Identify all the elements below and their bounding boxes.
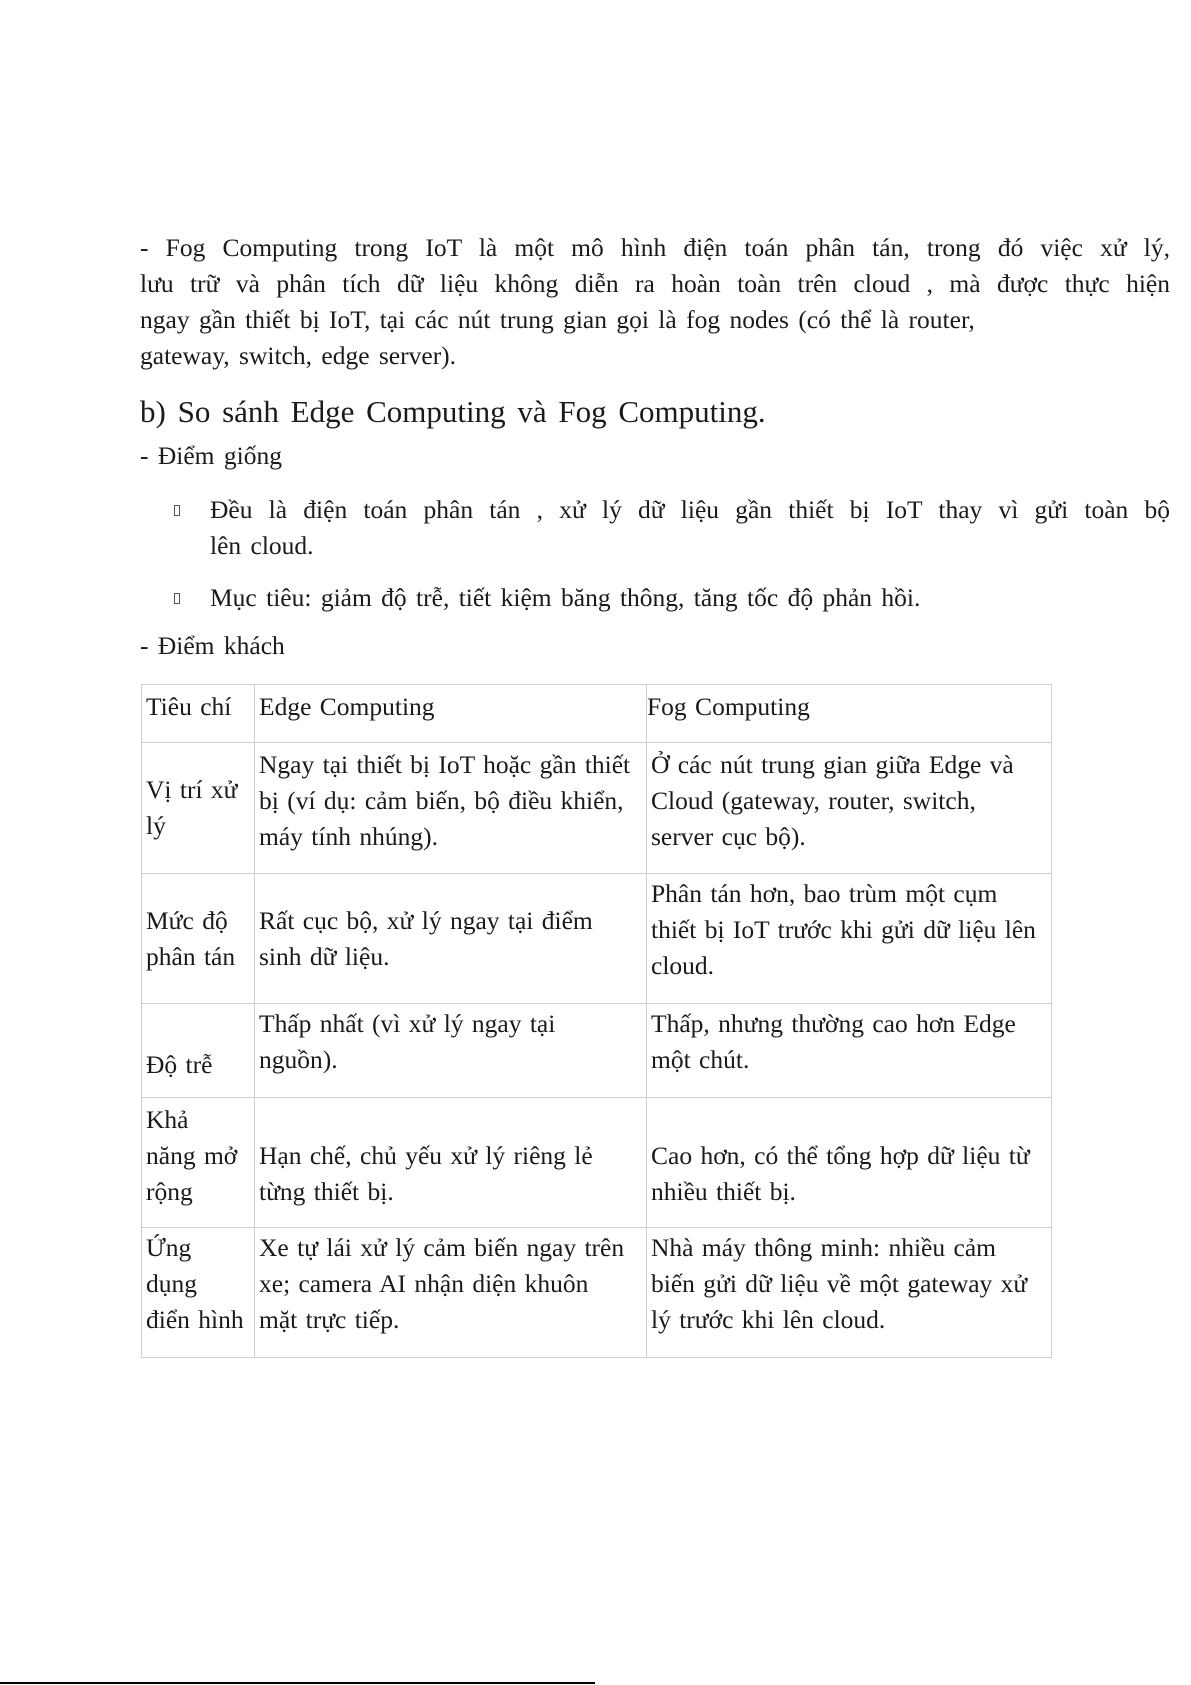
comparison-table <box>141 684 1052 1358</box>
fog-cell: Nhà máy thông minh: nhiều cảm biến gửi dữ liệu về một gateway xử lý trước khi lên cloud. <box>647 1228 1052 1358</box>
criterion-cell: Khả năng mở rộng <box>142 1098 255 1228</box>
table-row <box>142 1098 1052 1228</box>
fog-cell: Phân tán hơn, bao trùm một cụm thiết bị IoT trước khi gửi dữ liệu lên cloud. <box>647 874 1052 1004</box>
bullet-line: Mục tiêu: giảm độ trễ, tiết kiệm băng thông, tăng tốc độ phản hồi. <box>210 583 921 612</box>
fog-cell: Thấp, nhưng thường cao hơn Edge một chút. <box>647 1004 1052 1098</box>
criterion-cell: Vị trí xử lý <box>142 743 255 874</box>
table-header-row <box>142 685 1052 743</box>
edge-cell: Hạn chế, chủ yếu xử lý riêng lẻ từng thiết bị. <box>255 1098 647 1228</box>
intro-line: ngay gần thiết bị IoT, tại các nút trung gian gọi là fog nodes (có thể là router, <box>140 305 975 334</box>
bullet-line: Đều là điện toán phân tán , xử lý dữ liệu gần thiết bị IoT thay vì gửi toàn bộ <box>210 495 1170 524</box>
intro-paragraph <box>140 230 1170 374</box>
fog-cell: Ở các nút trung gian giữa Edge và Cloud (gateway, router, switch, server cục bộ). <box>647 743 1052 874</box>
bullet-marker-icon <box>174 505 180 516</box>
table-row <box>142 1228 1052 1358</box>
footnote-separator <box>0 1682 595 1684</box>
bullet-text <box>210 492 1170 564</box>
table-row <box>142 743 1052 874</box>
edge-cell: Xe tự lái xử lý cảm biến ngay trên xe; camera AI nhận diện khuôn mặt trực tiếp. <box>255 1228 647 1358</box>
edge-cell: Rất cục bộ, xử lý ngay tại điểm sinh dữ liệu. <box>255 874 647 1004</box>
criterion-cell: Ứng dụng điển hình <box>142 1228 255 1358</box>
table-row <box>142 874 1052 1004</box>
fog-cell: Cao hơn, có thể tổng hợp dữ liệu từ nhiều thiết bị. <box>647 1098 1052 1228</box>
edge-cell: Thấp nhất (vì xử lý ngay tại nguồn). <box>255 1004 647 1098</box>
intro-line: gateway, switch, edge server). <box>140 341 457 370</box>
criterion-cell: Độ trễ <box>142 1004 255 1098</box>
similarities-label: - Điểm giống <box>140 441 282 470</box>
table-row <box>142 1004 1052 1098</box>
bullet-line: lên cloud. <box>210 531 314 560</box>
bullet-text <box>210 580 1170 616</box>
section-heading: b) So sánh Edge Computing và Fog Computing. <box>140 394 766 429</box>
header-cell-criterion: Tiêu chí <box>142 685 255 743</box>
header-cell-fog: Fog Computing <box>647 685 1052 743</box>
edge-cell: Ngay tại thiết bị IoT hoặc gần thiết bị (ví dụ: cảm biến, bộ điều khiển, máy tính nhúng). <box>255 743 647 874</box>
criterion-cell: Mức độ phân tán <box>142 874 255 1004</box>
differences-label: - Điểm khách <box>140 631 285 660</box>
header-cell-edge: Edge Computing <box>255 685 647 743</box>
intro-line: - Fog Computing trong IoT là một mô hình điện toán phân tán, trong đó việc xử lý, <box>140 233 1170 262</box>
intro-line: lưu trữ và phân tích dữ liệu không diễn ra hoàn toàn trên cloud , mà được thực hiện <box>140 269 1170 298</box>
bullet-marker-icon <box>174 593 180 604</box>
